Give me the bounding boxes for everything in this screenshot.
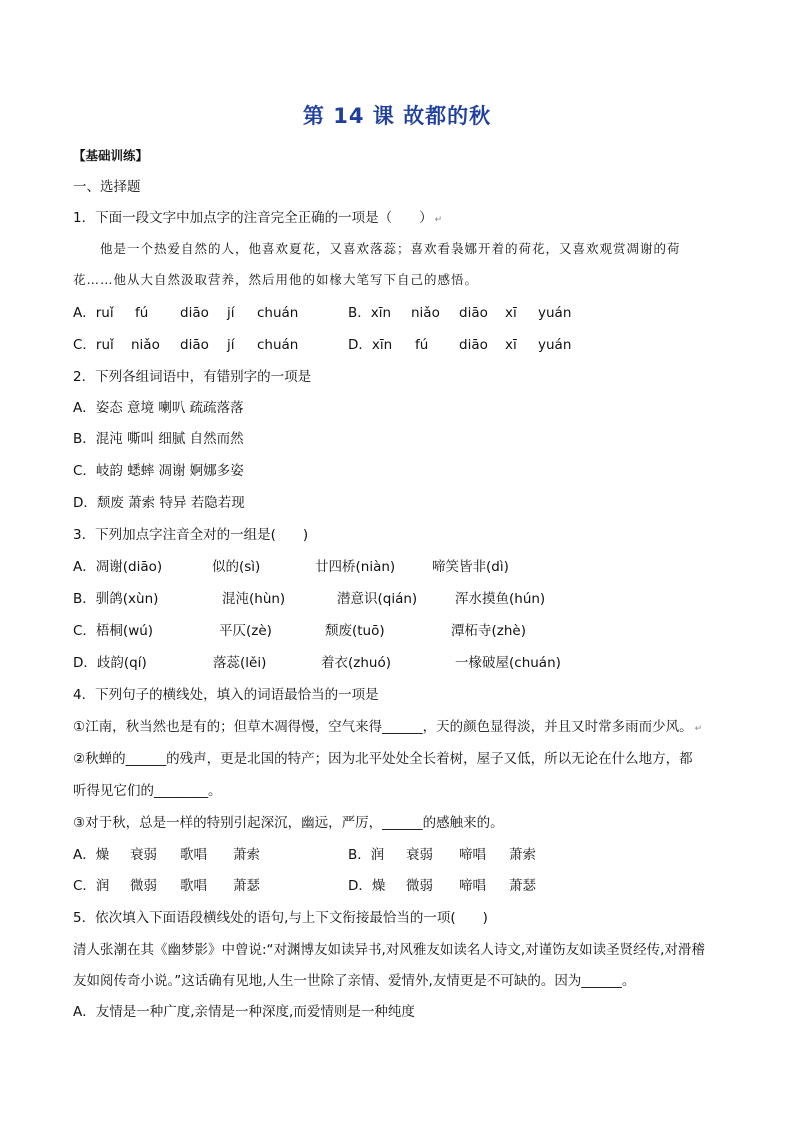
- q1-d-4: xī: [505, 337, 517, 353]
- q4-a-2: 衰弱: [130, 847, 157, 863]
- q3-a-1: A．凋谢(diāo): [73, 559, 163, 575]
- q3-d-4: 一椽破屋(chuán): [455, 655, 561, 671]
- q3-c-2: 平仄(zè): [219, 623, 272, 639]
- part-heading: 一、选择题: [73, 179, 141, 195]
- q5-option-a[interactable]: A．友情是一种广度,亲情是一种深度,而爱情则是一种纯度: [73, 1004, 415, 1020]
- section-label: 【基础训练】: [73, 148, 149, 163]
- q1-d-3: diāo: [459, 337, 488, 353]
- q1-passage-line2: 花……他从大自然汲取营养，然后用他的如椽大笔写下自己的感悟。: [73, 272, 479, 287]
- q1-b-4: xī: [505, 305, 517, 321]
- q3-c-3: 颓废(tuō): [325, 623, 385, 639]
- q3-b-2: 混沌(hùn): [222, 591, 286, 607]
- q4-d-4: 萧瑟: [509, 878, 536, 894]
- q1-c-1: C．ruǐ: [73, 337, 114, 353]
- q4-a-3: 歌唱: [180, 847, 207, 863]
- q3-a-4: 啼笑皆非(dì): [432, 559, 509, 575]
- q4-c-2: 微弱: [130, 878, 157, 894]
- q2-stem: 2．下列各组词语中，有错别字的一项是: [73, 369, 312, 385]
- q4-sentence-1: ①江南，秋当然也是有的；但草木凋得慢，空气来得______，天的颜色显得淡，并且又时常多雨而少风。 ↵: [73, 719, 703, 735]
- q2-option-c[interactable]: C．岐韵 蟋蟀 凋谢 婀娜多姿: [73, 463, 244, 479]
- q1-b-2: niǎo: [411, 305, 440, 321]
- q4-stem: 4．下列句子的横线处，填入的词语最恰当的一项是: [73, 687, 379, 703]
- q3-d-2: 落蕊(lěi): [213, 655, 267, 671]
- q1-d-5: yuán: [538, 337, 572, 353]
- q1-a-3: diāo: [180, 305, 209, 321]
- q4-sentence-2-line2: 听得见它们的________。: [73, 783, 222, 799]
- q1-passage-line1: 他是一个热爱自然的人，他喜欢夏花，又喜欢落蕊；喜欢看袅娜开着的荷花，又喜欢观赏凋谢的荷: [100, 241, 681, 256]
- q4-d-3: 啼唱: [459, 878, 486, 894]
- q5-text-line2: 友如阅传奇小说。”这话确有见地,人生一世除了亲情、爱情外,友情更是不可缺的。因为______。: [73, 973, 636, 989]
- q3-a-2: 似的(sì): [212, 559, 261, 575]
- q1-b-3: diāo: [459, 305, 488, 321]
- q4-a-4: 萧索: [233, 847, 260, 863]
- q4-b-2: 衰弱: [406, 847, 433, 863]
- q1-d-1: D．xīn: [348, 337, 393, 353]
- q4-a-1: A．燥: [73, 847, 110, 863]
- q4-sentence-2-line1: ②秋蝉的______的残声，更是北国的特产；因为北平处处全长着树，屋子又低，所以无论在什么地方，都: [73, 751, 693, 767]
- q4-b-3: 啼唱: [459, 847, 486, 863]
- q4-b-1: B．润: [348, 847, 385, 863]
- q1-stem: 1．下面一段文字中加点字的注音完全正确的一项是（ ） ↵: [73, 210, 443, 226]
- q4-c-1: C．润: [73, 878, 110, 894]
- q4-sentence-3: ③对于秋，总是一样的特别引起深沉，幽远，严厉，______的感触来的。: [73, 815, 504, 831]
- q1-d-2: fú: [415, 337, 429, 353]
- q1-c-4: jí: [227, 337, 235, 353]
- q3-c-4: 潭柘寺(zhè): [451, 623, 526, 639]
- q2-option-d[interactable]: D．颓废 萧索 特异 若隐若现: [73, 495, 245, 511]
- page-title: 第 14 课 故都的秋: [302, 104, 492, 128]
- q1-b-1: B．xīn: [348, 305, 392, 321]
- q3-c-1: C．梧桐(wú): [73, 623, 154, 639]
- q3-b-3: 潜意识(qián): [337, 591, 418, 607]
- q3-a-3: 廿四桥(niàn): [315, 559, 396, 575]
- q1-a-5: chuán: [257, 305, 299, 321]
- q1-c-2: niǎo: [131, 337, 160, 353]
- q5-text-line1: 清人张潮在其《幽梦影》中曾说:“对渊博友如读异书,对风雅友如读名人诗文,对谨饬友如读圣贤经传,对滑稽: [73, 942, 705, 958]
- q2-option-b[interactable]: B．混沌 嘶叫 细腻 自然而然: [73, 431, 244, 447]
- q1-c-5: chuán: [257, 337, 299, 353]
- q3-b-4: 浑水摸鱼(hún): [455, 591, 546, 607]
- q1-a-2: fú: [135, 305, 149, 321]
- q4-c-4: 萧瑟: [233, 878, 260, 894]
- q5-stem: 5．依次填入下面语段横线处的语句,与上下文衔接最恰当的一项( ): [73, 910, 488, 926]
- q3-d-3: 着衣(zhuó): [321, 655, 391, 671]
- q4-c-3: 歌唱: [180, 878, 207, 894]
- q4-b-4: 萧索: [509, 847, 536, 863]
- q1-a-4: jí: [227, 305, 235, 321]
- q3-d-1: D．歧韵(qí): [73, 655, 147, 671]
- q1-a-1: A．ruǐ: [73, 305, 114, 321]
- q3-b-1: B．驯鸽(xùn): [73, 591, 159, 607]
- q4-d-2: 微弱: [406, 878, 433, 894]
- q3-stem: 3．下列加点字注音全对的一组是( ): [73, 527, 309, 543]
- q1-c-3: diāo: [180, 337, 209, 353]
- q4-d-1: D．燥: [348, 878, 386, 894]
- q2-option-a[interactable]: A．姿态 意境 喇叭 疏疏落落: [73, 400, 244, 416]
- q1-b-5: yuán: [538, 305, 572, 321]
